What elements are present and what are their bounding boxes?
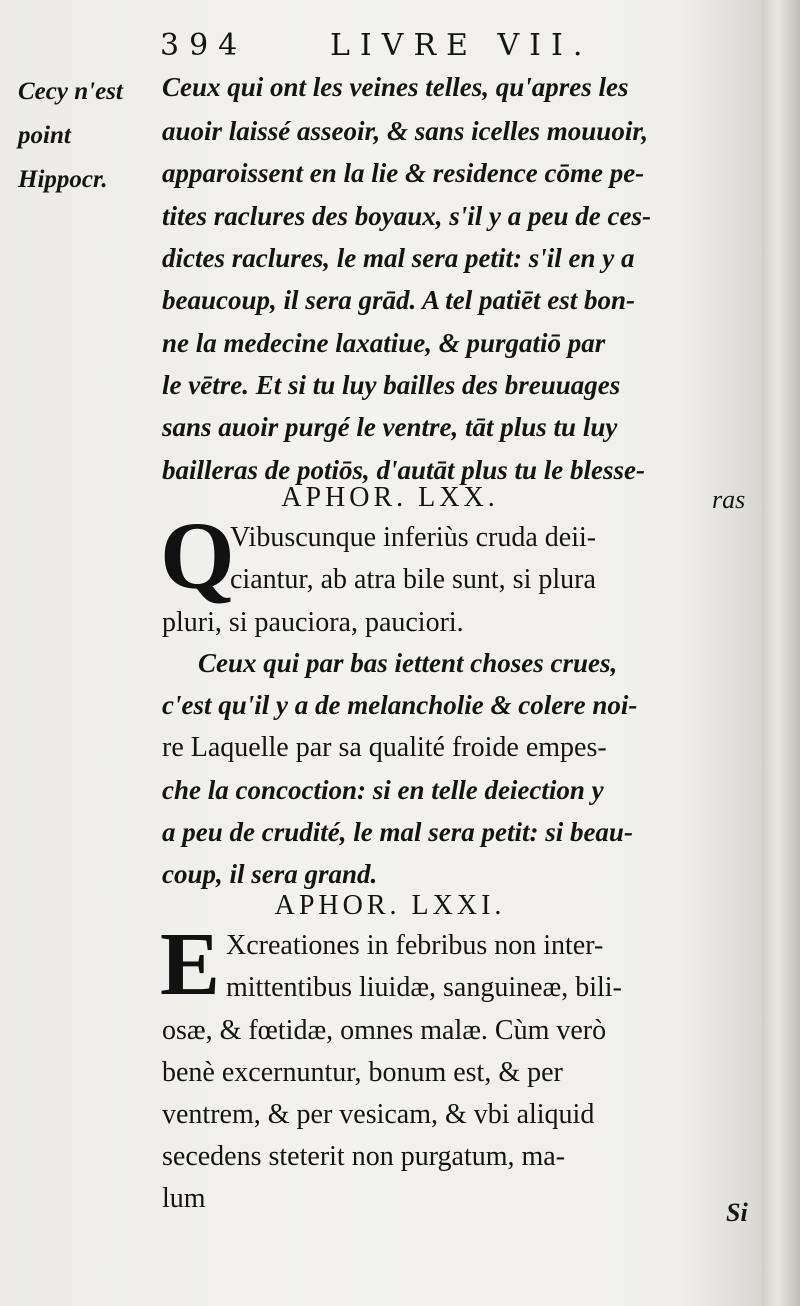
french-text-line: che la concoction: si en telle deiection y bbox=[162, 775, 604, 805]
margin-note bbox=[18, 70, 168, 202]
french-text-line: ne la medecine laxatiue, & purgatiō par bbox=[162, 328, 606, 358]
french-text-line: Ceux qui ont les veines telles, qu'apres les bbox=[162, 72, 629, 102]
french-text-line: bailleras de potiōs, d'autāt plus tu le blesse- bbox=[162, 455, 646, 485]
latin-text-line: ventrem, & per vesicam, & vbi aliquid bbox=[162, 1099, 595, 1130]
margin-note-line: Cecy n'est bbox=[18, 78, 123, 105]
latin-text-line: mittentibus liuidæ, sanguineæ, bili- bbox=[226, 972, 622, 1003]
page-header bbox=[160, 28, 630, 68]
aphorism-heading-70: APHOR. LXX. bbox=[281, 482, 499, 513]
page-number: 394 bbox=[160, 28, 248, 63]
latin-text-line: osæ, & fœtidæ, omnes malæ. Cùm verò bbox=[162, 1015, 607, 1046]
latin-text-line: ciantur, ab atra bile sunt, si plura bbox=[230, 564, 596, 595]
french-text-line: beaucoup, il sera grād. A tel patiēt est bon- bbox=[162, 285, 636, 315]
french-text-line: le vētre. Et si tu luy bailles des breuuages bbox=[162, 370, 621, 400]
catchword: ras bbox=[712, 485, 746, 514]
latin-text-line: benè excernuntur, bonum est, & per bbox=[162, 1057, 563, 1088]
drop-cap-q: Q bbox=[160, 502, 235, 609]
margin-note-line: point bbox=[18, 122, 71, 149]
latin-text-line: lum bbox=[162, 1183, 206, 1214]
french-text-line: sans auoir purgé le ventre, tāt plus tu luy bbox=[162, 412, 618, 442]
running-title: LIVRE VII. bbox=[330, 28, 593, 63]
margin-note-line: Hippocr. bbox=[18, 166, 108, 193]
french-text-line: a peu de crudité, le mal sera petit: si beau- bbox=[162, 817, 633, 847]
french-text-line: c'est qu'il y a de melancholie & colere noi- bbox=[162, 690, 638, 720]
french-text-line: apparoissent en la lie & residence cōme pe- bbox=[162, 158, 645, 188]
french-text-line: auoir laissé asseoir, & sans icelles mouuoir, bbox=[162, 116, 649, 146]
latin-text-line: Xcreationes in febribus non inter- bbox=[226, 930, 604, 961]
french-text-line: dictes raclures, le mal sera petit: s'il en y a bbox=[162, 243, 635, 273]
french-text-line: re Laquelle par sa qualité froide empes- bbox=[162, 732, 607, 763]
french-text-line: coup, il sera grand. bbox=[162, 859, 378, 889]
aphorism-heading-71: APHOR. LXXI. bbox=[274, 890, 506, 921]
latin-text-line: pluri, si pauciora, pauciori. bbox=[162, 607, 464, 638]
latin-text-line: secedens steterit non purgatum, ma- bbox=[162, 1141, 566, 1172]
drop-cap-e: E bbox=[160, 915, 221, 1014]
page-edge bbox=[762, 0, 800, 1306]
french-text-line: Ceux qui par bas iettent choses crues, bbox=[198, 648, 618, 678]
signature-mark: Si bbox=[726, 1198, 748, 1227]
french-text-line: tites raclures des boyaux, s'il y a peu de ces- bbox=[162, 201, 651, 231]
latin-text-line: Vibuscunque inferiùs cruda deii- bbox=[230, 522, 597, 553]
